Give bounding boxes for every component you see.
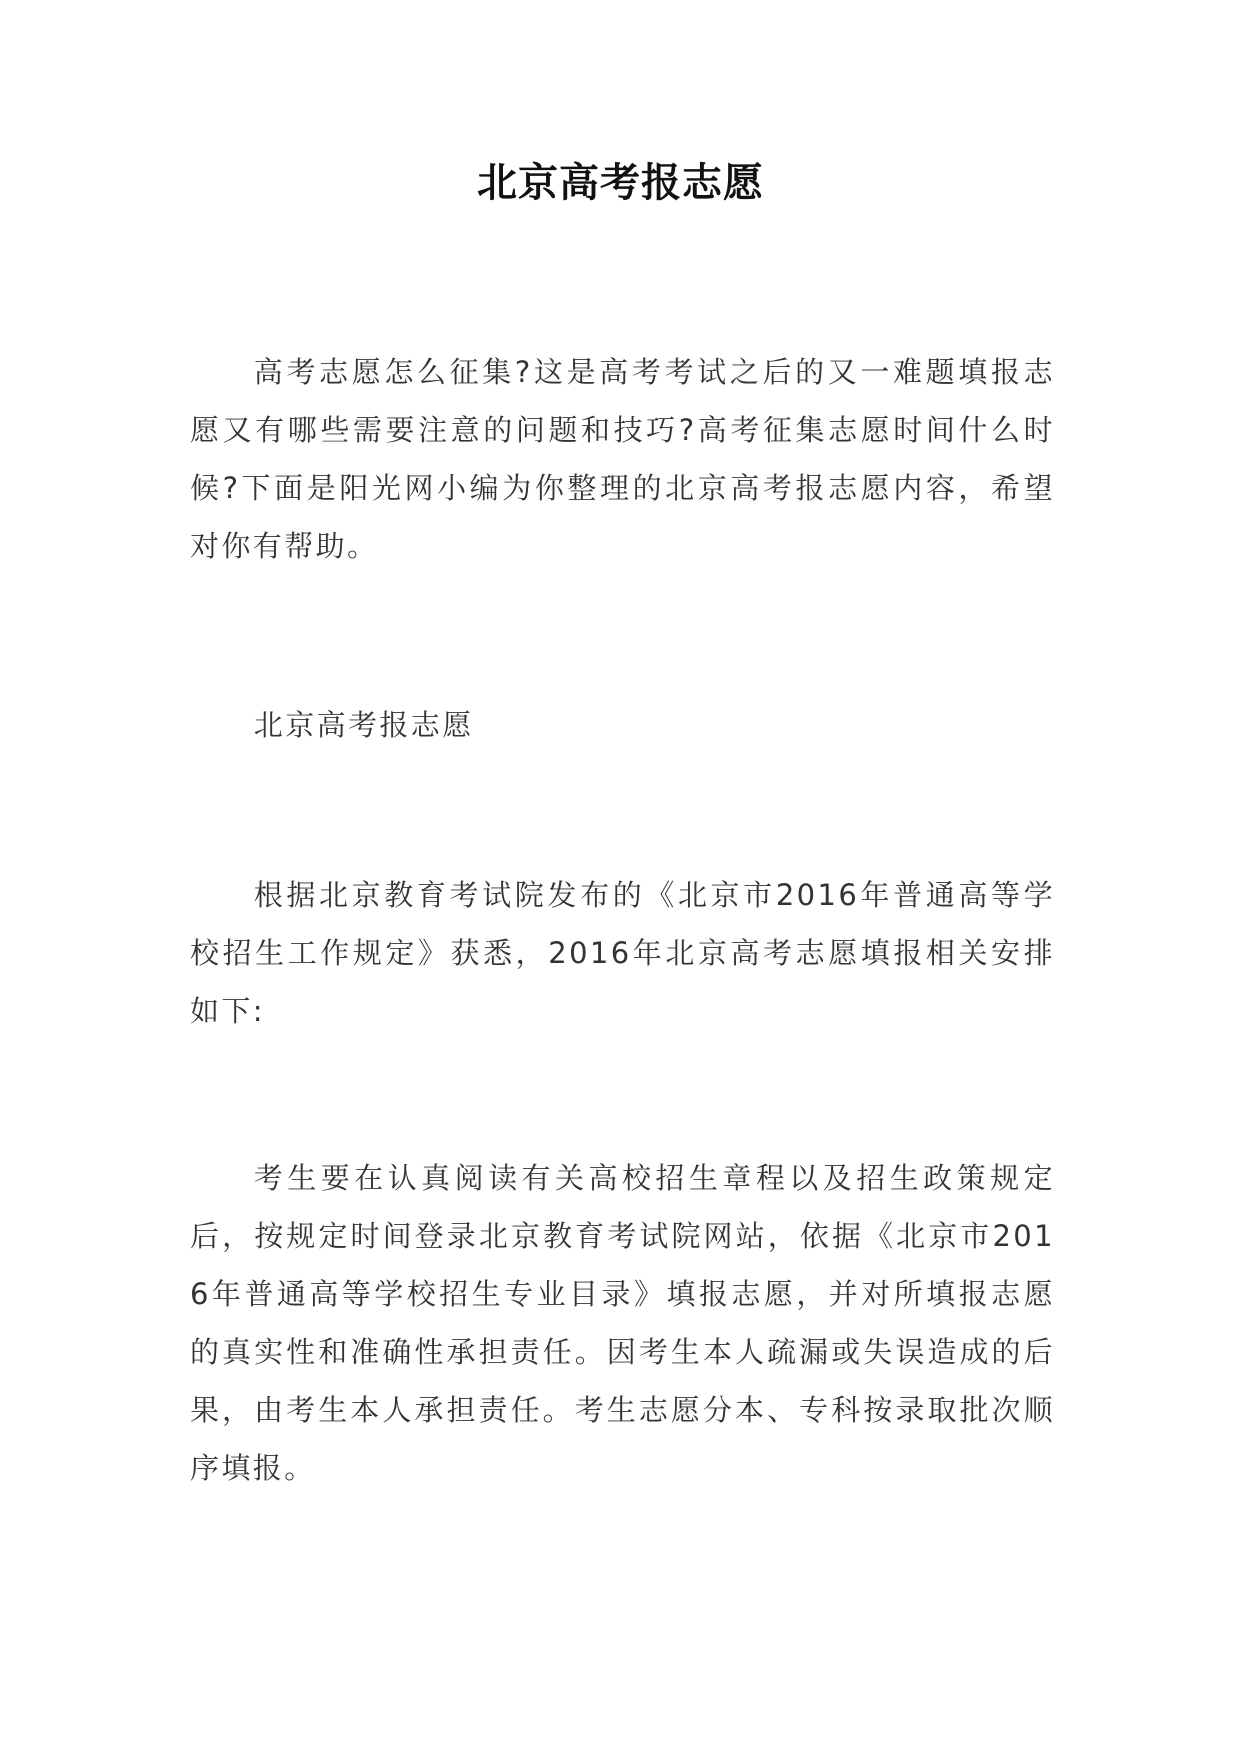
intro-paragraph: 高考志愿怎么征集?这是高考考试之后的又一难题填报志愿又有哪些需要注意的问题和技巧?高考征集志愿时间什么时候?下面是阳光网小编为你整理的北京高考报志愿内容，希望对你有帮助。 bbox=[190, 355, 1055, 563]
section-heading-paragraph: 北京高考报志愿 bbox=[253, 708, 474, 742]
instructions-paragraph: 考生要在认真阅读有关高校招生章程以及招生政策规定后，按规定时间登录北京教育考试院网站，依据《北京市2016年普通高等学校招生专业目录》填报志愿，并对所填报志愿的真实性和准确性承担责任。因考生本人疏漏或失误造成的后果，由考生本人承担责任。考生志愿分本、专科按录取批次顺序填报。 bbox=[190, 1161, 1055, 1485]
document-title: 北京高考报志愿 bbox=[477, 159, 764, 206]
regulation-paragraph: 根据北京教育考试院发布的《北京市2016年普通高等学校招生工作规定》获悉，2016年北京高考志愿填报相关安排如下: bbox=[190, 878, 1055, 1028]
